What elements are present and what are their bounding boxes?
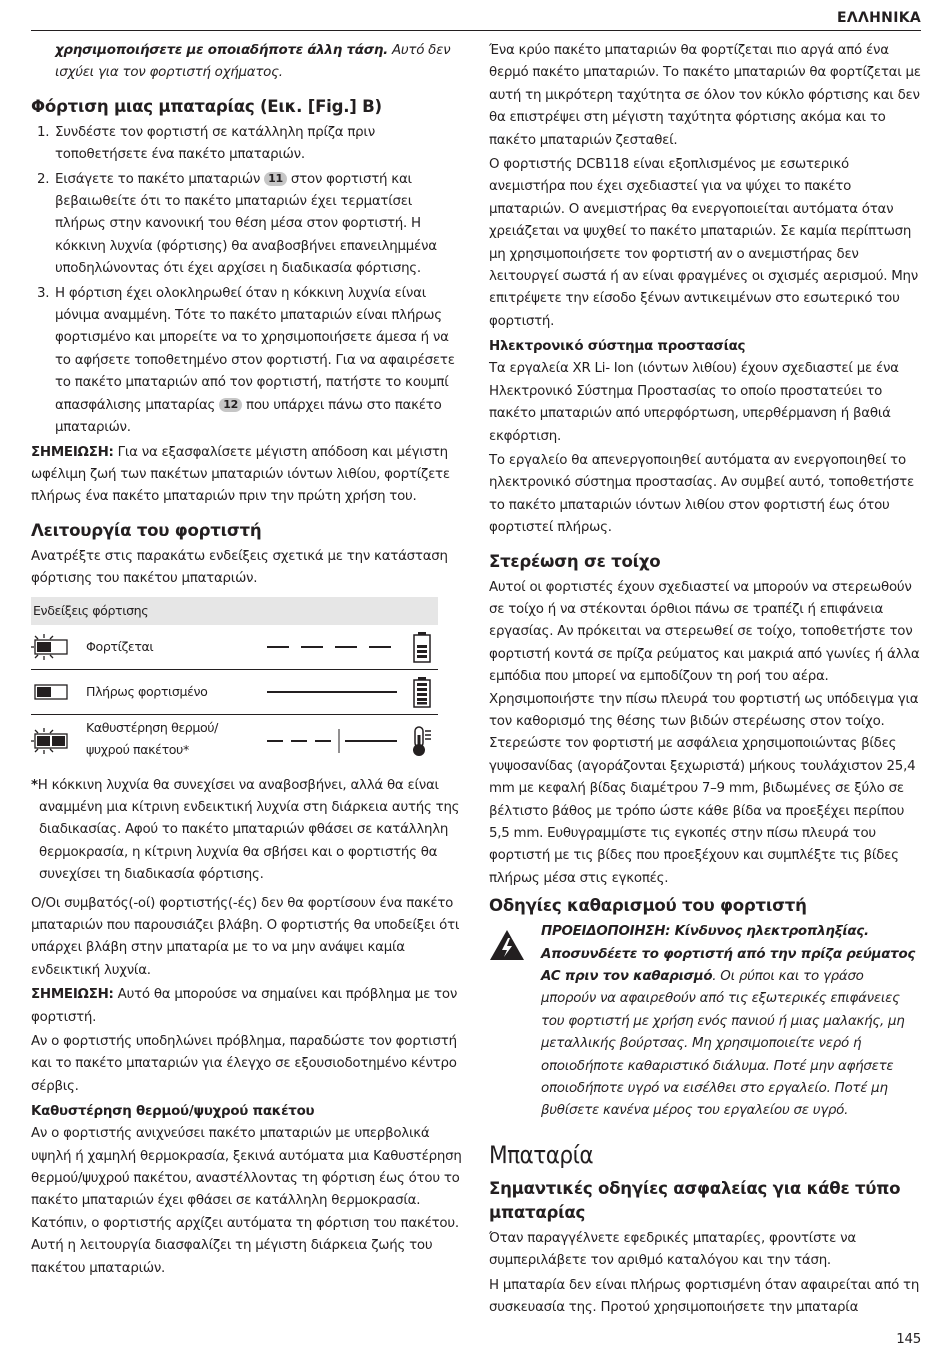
indicator-table-header: Ενδείξεις φόρτισης xyxy=(31,597,438,625)
not-full-text: Η μπαταρία δεν είναι πλήρως φορτισμένη όταν αφαιρείται από τη συσκευασία της. Προτού χρησιμοποιήσετε την μπαταρία xyxy=(489,1277,920,1316)
continued-bold-text: χρησιμοποιήσετε με οποιαδήποτε άλλη τάση. xyxy=(55,43,388,58)
callout-badge: 12 xyxy=(219,398,242,412)
battery-full-icon xyxy=(411,676,433,708)
warning-bold-text: ΠΡΟΕΙΔΟΠΟΙΗΣΗ: Κίνδυνος ηλεκτροπληξίας. Αποσυνδέετε το φορτιστή από την πρίζα ρεύματος AC πριν τον καθαρισμό xyxy=(541,924,916,985)
safety-heading: Σημαντικές οδηγίες ασφαλείας για κάθε τύπο μπαταρίας xyxy=(489,1178,901,1222)
indicator-table xyxy=(31,597,438,765)
battery-charging-icon xyxy=(411,631,433,663)
cleaning-heading: Οδηγίες καθαρισμού του φορτιστή xyxy=(489,896,807,916)
callout-badge: 11 xyxy=(264,172,287,186)
indicator-row-delay xyxy=(31,715,438,765)
footnote-star: * xyxy=(31,777,38,793)
step-number: 2. xyxy=(37,171,50,187)
right-column xyxy=(489,40,922,1322)
battery-heading: Μπαταρία xyxy=(489,1140,594,1169)
wall-mount-text: Αυτοί οι φορτιστές έχουν σχεδιαστεί να μπορούν να στερεωθούν σε τοίχο ή να στέκονται όρθιοι πάνω σε τραπέζι ή επιφάνεια εργασίας. Αν πρόκειται να στερεωθεί σε τοίχο, τοποθετήστε τον φορτιστή κοντά σε πρίζα ρεύματος και μακριά από γωνίες ή άλλα εμπόδια που μπορεί να εμποδίζουν τη ροή του αέρα. Χρησιμοποιήστε την πίσω πλευρά του φορτιστή ως υπόδειγμα για τον καθορισμό της θέσης των βιδών στερέωσης στον τοίχο. Στερεώστε τον φορτιστή με ασφάλεια χρησιμοποιώντας βίδες γυψοσανίδας (αγοράζονται ξεχωριστά) μήκους τουλάχιστον 25,4 mm με κεφαλή βίδας διαμέτρου 7–9 mm, βιδωμένες σε ξύλο σε βέλτιστο βάθος με τρόπο ώστε κάθε βίδα να προεξέχει περίπου 5,5 mm. Ευθυγραμμίστε τις εγκοπές στην πίσω πλευρά του φορτιστή με τις βίδες που προεξέχουν και συμπλέξτε τις βίδες πλήρως μέσα στις εγκοπές. xyxy=(489,579,920,886)
led-dual-blinking-icon xyxy=(31,727,71,755)
footnote-text: Η κόκκινη λυχνία θα συνεχίσει να αναβοσβήνει, αλλά θα είναι αναμμένη μια κίτρινη ενδεικτική λυχνία στη διάρκεια αυτής της διαδικασίας. Αφού το πακέτο μπαταριών φθάσει σε κατάλληλη θερμοκρασία, η κίτρινη λυχνία θα σβήσει και ο φορτιστής θα συνεχίσει τη διαδικασία φόρτισης. xyxy=(37,777,460,883)
dashed-pattern-icon xyxy=(263,633,403,661)
fault-text: Ο/Οι συμβατός(-οί) φορτιστής(-ές) δεν θα φορτίσουν ένα πακέτο μπαταριών που παρουσιάζει βλάβη. Ο φορτιστής θα υποδείξει ότι υπάρχει βλάβη στην μπαταρία με το να μην ανάψει καμία ενδεικτική λυχνία. xyxy=(31,895,460,978)
charging-steps-list xyxy=(31,122,464,440)
operation-text: Ανατρέξτε στις παρακάτω ενδείξεις σχετικά με την κατάσταση φόρτισης του πακέτου μπαταριών. xyxy=(31,548,448,587)
protection-text: Τα εργαλεία XR Li- Ion (ιόντων λιθίου) έχουν σχεδιαστεί με ένα Ηλεκτρονικό Σύστημα Προστασίας το οποίο προστατεύει το πακέτο μπαταριών από υπερφόρτωση, υπερθέρμανση ή βαθιά εκφόρτιση. xyxy=(489,361,899,444)
step-text: Εισάγετε το πακέτο μπαταριών xyxy=(55,171,265,187)
note-label: ΣΗΜΕΙΩΣΗ: xyxy=(31,987,114,1003)
dash-then-solid-pattern-icon xyxy=(263,727,403,755)
operation-heading: Λειτουργία του φορτιστή xyxy=(31,520,262,540)
step-number: 3. xyxy=(37,285,50,301)
warning-text xyxy=(541,921,922,1123)
problem-text: Αν ο φορτιστής υποδηλώνει πρόβλημα, παραδώστε τον φορτιστή και το πακέτο μπαταριών για έλεγχο σε εξουσιοδοτημένο κέντρο σέρβις. xyxy=(31,1034,457,1094)
note-text: Για να εξασφαλίσετε μέγιστη απόδοση και μέγιστη ωφέλιμη ζωή των πακέτων μπαταριών ιόντων λιθίου, φορτίζετε πλήρως ένα πακέτο μπαταριών πριν την πρώτη χρήση του. xyxy=(31,444,450,505)
language-label: ΕΛΛΗΝΙΚΑ xyxy=(837,10,921,26)
electric-shock-warning-icon xyxy=(489,929,525,961)
footnote xyxy=(31,775,464,887)
fan-text: Ο φορτιστής DCB118 είναι εξοπλισμένος με εσωτερικό ανεμιστήρα που έχει σχεδιαστεί για να ψύχει το πακέτο μπαταριών. Ο ανεμιστήρας θα ενεργοποιείται αυτόματα όταν χρειάζεται να ψυχθεί το πακέτο μπαταριών. Σε καμία περίπτωση μη χρησιμοποιήσετε τον φορτιστή αν ο ανεμιστήρας δεν λειτουργεί σωστά ή αν είναι φραγμένες οι σχισμές αερισμού. Μην επιτρέψετε την είσοδο ξένων αντικειμένων στο εσωτερικό του φορτιστή. xyxy=(489,157,918,329)
thermometer-icon xyxy=(411,725,433,757)
continued-paragraph xyxy=(31,40,464,85)
step-number: 1. xyxy=(37,124,50,140)
left-column xyxy=(31,40,464,1282)
order-text: Όταν παραγγέλνετε εφεδρικές μπαταρίες, φροντίστε να συμπεριλάβετε τον αριθμό καταλόγου και την τάση. xyxy=(489,1230,856,1269)
list-item xyxy=(31,169,464,281)
step-text: στον φορτιστή και βεβαιωθείτε ότι το πακέτο μπαταριών έχει τερματίσει πλήρως στην κανονική του θέση μέσα στον φορτιστή. Η κόκκινη λυχνία (φόρτισης) θα αναβοσβήνει επανειλημμένα υποδηλώνοντας ότι έχει αρχίσει η διαδικασία φόρτισης. xyxy=(55,171,437,277)
note-text: Αυτό θα μπορούσε να σημαίνει και πρόβλημα με τον φορτιστή. xyxy=(31,987,458,1025)
page-number: 145 xyxy=(896,1331,921,1347)
header-rule xyxy=(31,30,921,31)
indicator-label: Πλήρως φορτισμένο xyxy=(86,683,208,699)
wall-mount-heading: Στερέωση σε τοίχο xyxy=(489,551,661,571)
indicator-label: Φορτίζεται xyxy=(86,638,154,654)
warning-block xyxy=(489,921,922,1123)
charging-heading: Φόρτιση μιας μπαταρίας (Εικ. [Fig.] B) xyxy=(31,96,382,116)
led-steady-icon xyxy=(31,678,71,706)
protection-heading: Ηλεκτρονικό σύστημα προστασίας xyxy=(489,339,746,355)
indicator-row-full xyxy=(31,670,438,715)
list-item xyxy=(31,122,464,167)
continued-italic-text: Αυτό δεν ισχύει για τον φορτιστή οχήματος. xyxy=(55,43,451,81)
note-paragraph xyxy=(31,442,464,509)
note-label: ΣΗΜΕΙΩΣΗ: xyxy=(31,444,114,460)
delay-text: Αν ο φορτιστής ανιχνεύσει πακέτο μπαταριών με υπερβολικά υψηλή ή χαμηλή θερμοκρασία, ξεκινά αυτόματα μια Καθυστέρηση θερμού/ψυχρού πακέτου, αναστέλλοντας τη φόρτιση έως ότου το πακέτο μπαταριών έχει φθάσει σε κατάλληλη θερμοκρασία. Κατόπιν, ο φορτιστής αρχίζει αυτόματα τη φόρτιση του πακέτου. Αυτή η λειτουργία διασφαλίζει τη μέγιστη διάρκεια ζωής του πακέτου μπαταριών. xyxy=(31,1126,462,1276)
indicator-row-charging xyxy=(31,625,438,670)
delay-heading: Καθυστέρηση θερμού/ψυχρού πακέτου xyxy=(31,1104,315,1120)
step-text: που υπάρχει πάνω στο πακέτο μπαταριών. xyxy=(55,397,442,436)
solid-pattern-icon xyxy=(263,678,403,706)
step-text: Συνδέστε τον φορτιστή σε κατάλληλη πρίζα πριν τοποθετήσετε ένα πακέτο μπαταριών. xyxy=(55,124,375,163)
protection-text: Το εργαλείο θα απενεργοποιηθεί αυτόματα αν ενεργοποιηθεί το ηλεκτρονικό σύστημα προστασίας. Αν συμβεί αυτό, τοποθετήστε το πακέτο μπαταριών ιόντων λιθίου στον φορτιστή έως ότου φορτιστεί πλήρως. xyxy=(489,452,914,536)
note-paragraph xyxy=(31,984,464,1029)
cold-pack-text: Ένα κρύο πακέτο μπαταριών θα φορτίζεται πιο αργά από ένα θερμό πακέτο μπαταριών. Το πακέτο μπαταριών θα φορτίζεται με αυτή τη μικρότερη ταχύτητα σε όλον τον κύκλο φόρτισης και δεν θα επιστρέψει στη μέγιστη ταχύτητα φόρτισης ακόμα και το πακέτο μπαταριών ζεσταθεί. xyxy=(489,43,921,148)
led-blinking-icon xyxy=(31,633,71,661)
warning-italic-text: . Οι ρύποι και το γράσο μπορούν να αφαιρεθούν από τις εξωτερικές επιφάνειες του φορτιστή με χρήση ενός πανιού ή μιας μαλακής, μη μεταλλικής βούρτσας. Μη χρησιμοποιείτε νερό ή οποιοδήποτε καθαριστικό διάλυμα. Ποτέ μην αφήσετε οποιοδήποτε υγρό να εισέλθει στο εργαλείο. Ποτέ μη βυθίσετε κανένα μέρος του εργαλείου σε υγρό. xyxy=(541,969,905,1119)
list-item xyxy=(31,283,464,440)
step-text: Η φόρτιση έχει ολοκληρωθεί όταν η κόκκινη λυχνία είναι μόνιμα αναμμένη. Τότε το πακέτο μπαταριών είναι πλήρως φορτισμένο και μπορείτε να το χρησιμοποιήσετε άμεσα ή να το αφήσετε τοποθετημένο στον φορτιστή. Για να αφαιρέσετε το πακέτο μπαταριών από τον φορτιστή, πατήστε το κουμπί απασφάλισης μπαταρίας xyxy=(55,285,455,413)
indicator-label: Καθυστέρηση θερμού/ψυχρού πακέτου* xyxy=(86,719,219,757)
